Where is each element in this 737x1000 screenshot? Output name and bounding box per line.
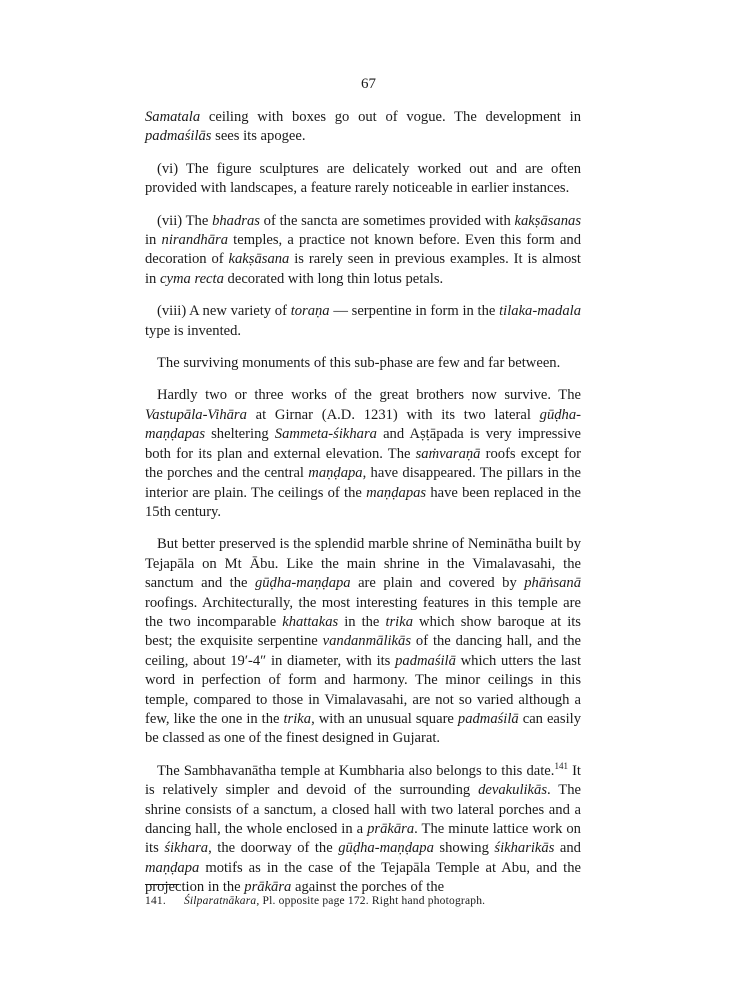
italic-term: śikhara (164, 840, 209, 857)
text-run: (viii) A new variety of (157, 303, 291, 320)
italic-term: saṁvaraṇā (415, 445, 481, 462)
italic-term: Vastupāla-Vihāra (145, 406, 247, 423)
text-run: , with an unusual square (311, 710, 458, 727)
text-run: in (145, 232, 162, 249)
italic-term: maṇḍapas (366, 484, 427, 501)
text-run: in the (338, 613, 386, 630)
text-run: can easily be classed as one of the finest designed in Gujarat. (145, 710, 581, 747)
italic-term: nirandhāra (161, 232, 229, 249)
text-run: . The shrine consists of a sanctum, a closed hall with two lateral porches and a dancing hall, the whole enclosed in a (145, 782, 581, 837)
italic-term: gūḍha-maṇḍapa (254, 575, 351, 592)
footnote-text: Pl. opposite page 172. Right hand photograph. (262, 895, 486, 907)
text-run: The Sambhavanātha temple at Kumbharia also belongs to this date. (157, 762, 555, 779)
paragraph (145, 535, 581, 748)
italic-term: Sammeta-śikhara (274, 426, 377, 443)
text-run: type is invented. (145, 322, 242, 339)
text-run: But better preserved is the splendid marble shrine of Neminātha built by Tejapāla on Mt Ābu. Like the main shrine in the Vimalavasahi, the sanctum and the (145, 536, 581, 592)
paragraph (145, 762, 581, 898)
italic-term: kakṣāsanas (514, 212, 581, 229)
text-run: of the dancing hall, and the ceiling, about 19′-4″ in diameter, with its (145, 633, 581, 669)
text-run: sees its apogee. (211, 128, 306, 145)
text-run: and (554, 840, 581, 857)
text-run: against the porches of the (291, 879, 445, 896)
text-run: and Aṣṭāpada is very impressive both for its plan and external elevation. The (145, 426, 581, 462)
paragraph (145, 354, 581, 373)
text-run: have been replaced in the 15th century. (145, 484, 581, 520)
text-run: , the doorway of the (208, 840, 339, 857)
text-run: which show baroque at its best; the exquisite serpentine (145, 613, 581, 650)
italic-term: bhadras (212, 212, 260, 229)
text-run: roofings. Architecturally, the most interesting features in this temple are the two incomparable (145, 594, 581, 630)
footnote-number: 141. (145, 895, 166, 907)
text-run: of the sancta are sometimes provided with (259, 212, 515, 229)
body-text (145, 108, 581, 911)
italic-term: gūḍha-maṇḍapas (145, 406, 581, 443)
italic-term: padmaśilās (145, 128, 212, 145)
italic-term: maṇḍapa (145, 859, 200, 876)
text-run: decorated with long thin lotus petals. (223, 270, 444, 287)
italic-term: Samatala (145, 109, 201, 125)
footnote (145, 894, 581, 909)
text-run: are plain and covered by (350, 575, 525, 592)
text-run: sheltering (205, 426, 275, 443)
italic-term: prākāra (367, 821, 415, 837)
footnote-reference: 141 (554, 760, 568, 771)
text-run: Hardly two or three works of the great brothers now survive. The (157, 387, 581, 404)
paragraph (145, 212, 581, 290)
italic-term: tilaka-madala (499, 303, 581, 320)
italic-term: maṇḍapa (308, 465, 363, 482)
text-run: roofs except for the porches and the central (145, 445, 581, 482)
italic-term: cyma recta (160, 270, 224, 287)
italic-term: padmaśilā (457, 710, 519, 727)
text-run: showing (433, 840, 495, 857)
text-run: ceiling with boxes go out of vogue. The development in (200, 109, 581, 125)
text-run: temples, a practice not known before. Even this form and decoration of (145, 232, 582, 268)
italic-term: padmaśilā (395, 652, 456, 669)
italic-term: devakulikās (478, 782, 548, 799)
text-run: The surviving monuments of this sub-phase are few and far between. (157, 355, 561, 372)
text-run: , have disappeared. The pillars in the interior are plain. The ceilings of the (145, 465, 581, 501)
text-run: which utters the last word in perfection of form and harmony. The minor ceilings in this temple, compared to those in Vimalavasahi, are not so varied although a few, like the one in the (145, 652, 581, 727)
text-run: (vii) The (157, 212, 213, 229)
italic-term: vandanmālikās (322, 633, 412, 650)
text-run: (vi) The figure sculptures are delicately worked out and are often provided with landscapes, a feature rarely noticeable in earlier instances. (145, 160, 581, 197)
italic-term: trika (385, 613, 414, 630)
text-run: motifs as in the case of the Tejapāla Temple at Abu, and the projection in the (145, 859, 581, 896)
page-number: 67 (361, 76, 376, 92)
footnote-source: Śilparatnākara, (183, 895, 260, 907)
italic-term: śikharikās (494, 840, 555, 857)
italic-term: prākāra (244, 879, 292, 896)
paragraph (145, 386, 581, 522)
italic-term: kakṣāsana (228, 251, 290, 268)
italic-term: phāṅsanā (524, 575, 582, 592)
footnote-rule (145, 884, 179, 885)
paragraph (145, 302, 581, 341)
italic-term: gūḍha-maṇḍapa (338, 840, 434, 857)
italic-term: trika (283, 710, 312, 727)
text-run: is rarely seen in previous examples. It is almost in (145, 251, 581, 287)
italic-term: khattakas (282, 613, 339, 630)
paragraph (145, 160, 581, 199)
text-run: at Girnar (A.D. 1231) with its two lateral (246, 406, 540, 423)
paragraph (145, 108, 581, 147)
text-run: — serpentine in form in the (329, 303, 500, 320)
italic-term: toraṇa (290, 303, 330, 320)
text-run: It is relatively simpler and devoid of the surrounding (145, 762, 581, 799)
text-run: . The minute lattice work on its (145, 821, 581, 857)
